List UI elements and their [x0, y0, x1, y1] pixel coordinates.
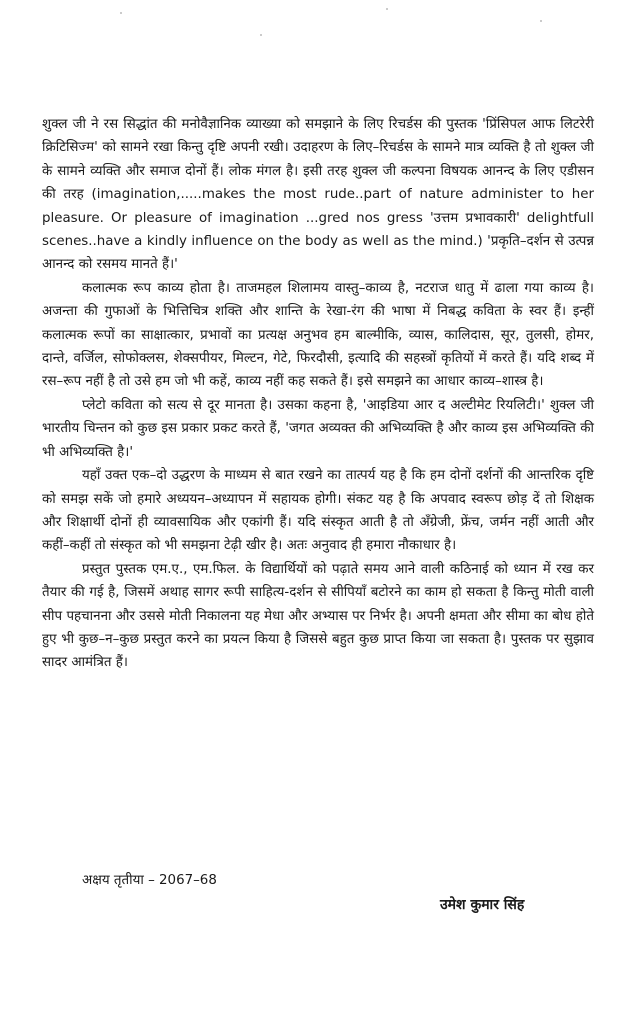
preface-body: [42, 113, 594, 675]
scan-speck: [260, 34, 262, 36]
signature-date: अक्षय तृतीया – 2067–68: [82, 873, 217, 888]
paragraph: प्लेटो कविता को सत्य से दूर मानता है। उसका कहना है, 'आइडिया आर द अल्टीमेट रियलिटी।' शुक्ल जी भारतीय चिन्तन को कुछ इस प्रकार प्रकट करते हैं, 'जगत अव्यक्त की अभिव्यक्ति है और काव्य इस अभिव्यक्ति की भी अभिव्यक्ति है।': [42, 397, 594, 460]
scan-speck: [540, 20, 542, 22]
author-name: उमेश कुमार सिंह: [440, 897, 525, 913]
scan-speck: [120, 12, 122, 14]
paragraph: कलात्मक रूप काव्य होता है। ताजमहल शिलामय वास्तु–काव्य है, नटराज धातु में ढाला गया काव्य है। अजन्ता की गुफाओं के भित्तिचित्र शक्ति और शान्ति के रेखा-रंग की भाषा में निबद्ध कविता के स्वर हैं। इन्हीं कलात्मक रूपों का साक्षात्कार, प्रभावों का प्रत्यक्ष अनुभव हम बाल्मीकि, व्यास, कालिदास, सूर, तुलसी, होमर, दान्ते, वर्जिल, सोफोक्लस, शेक्सपीयर, मिल्टन, गेटे, फिरदौसी, इत्यादि की सहस्त्रों कृतियों में करते हैं। यदि शब्द में रस–रूप नहीं है तो उसे हम जो भी कहें, काव्य नहीं कह सकते हैं। इसे समझने का आधार काव्य–शास्त्र है।: [42, 280, 594, 390]
paragraph: यहाँ उक्त एक–दो उद्धरण के माध्यम से बात रखने का तात्पर्य यह है कि हम दोनों दर्शनों की आन्तरिक दृष्टि को समझ सकें जो हमारे अध्ययन–अध्यापन में सहायक होगी। संकट यह है कि अपवाद स्वरूप छोड़ दें तो शिक्षक और शिक्षार्थी दोनों ही व्यावसायिक और एकांगी हैं। यदि संस्कृत आती है तो अँग्रेजी, फ्रेंच, जर्मन नहीं आती और कहीं–कहीं तो संस्कृत को भी समझना टेढ़ी खीर है। अतः अनुवाद ही हमारा नौकाधार है।: [42, 468, 594, 554]
scan-speck: [386, 8, 388, 10]
paragraph: प्रस्तुत पुस्तक एम.ए., एम.फिल. के विद्यार्थियों को पढ़ाते समय आने वाली कठिनाई को ध्यान में रख कर तैयार की गई है, जिसमें अथाह सागर रूपी साहित्य-दर्शन से सीपियाँ बटोरने का काम हो सकता है किन्तु मोती वाली सीप पहचानना और उससे मोती निकालना यह मेधा और अभ्यास पर निर्भर है। अपनी क्षमता और सीमा का बोध होते हुए भी कुछ–न–कुछ प्रस्तुत करने का प्रयत्न किया है जिससे बहुत कुछ प्राप्त किया जा सकता है। पुस्तक पर सुझाव सादर आमंत्रित हैं।: [42, 561, 594, 671]
paragraph: शुक्ल जी ने रस सिद्धांत की मनोवैज्ञानिक व्याख्या को समझाने के लिए रिचर्डस की पुस्तक 'प्रिंसिपल आफ लिटरेरी क्रिटिसिज्म' को सामने रखा किन्तु दृष्टि अपनी रखी। उदाहरण के लिए–रिचर्डस के सामने मात्र व्यक्ति है तो शुक्ल जी के सामने व्यक्ति और समाज दोनों हैं। लोक मंगल है। इसी तरह शुक्ल जी कल्पना विषयक आनन्द के लिए एडीसन की तरह (imagination,.....makes the most rude..part of nature administer to her pleasure. Or pleasure of imagination ...gred nos gress 'उत्तम प्रभावकारी' delightfull scenes..have a kindly influence on the body as well as the mind.) 'प्रकृति–दर्शन से उत्पन्न आनन्द को रसमय मानते हैं।': [42, 117, 594, 273]
